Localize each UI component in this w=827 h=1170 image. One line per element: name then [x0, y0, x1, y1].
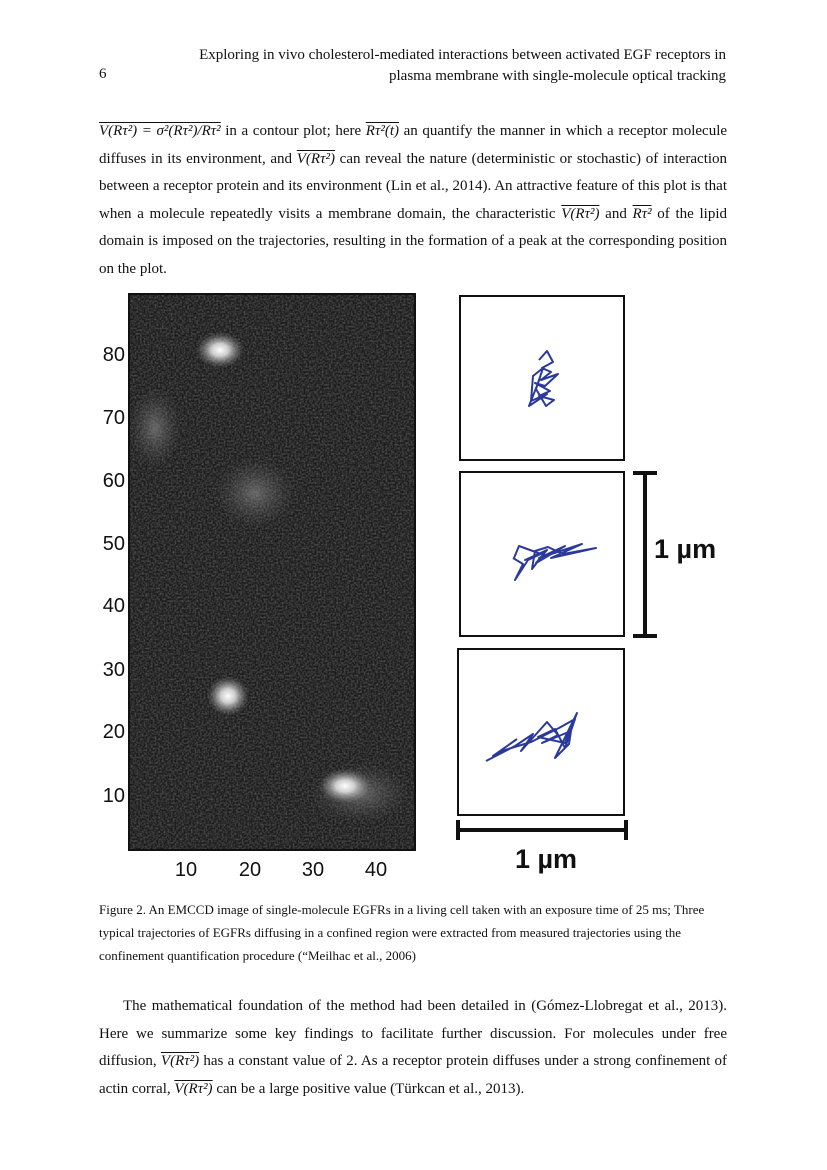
- running-head: [86, 45, 726, 87]
- trajectory-2: [513, 544, 596, 580]
- figure-caption: Figure 2. An EMCCD image of single-molecule EGFRs in a living cell taken with an exposure time of 25 ms; Three typical trajectories of EGFRs diffusing in a confined region were extracted from measured trajectories using the confinement quantification procedure (“Meilhac et al., 2006): [99, 902, 705, 963]
- para1-part1: in a contour plot; here: [225, 123, 362, 139]
- para1-part2: an quantify the manner in which a receptor molecule diffuses in its environment, and: [99, 123, 728, 167]
- x-tick-label: 20: [238, 859, 262, 881]
- para2-part2: has a constant value of 2. As a receptor protein diffuses under a strong confinement of actin corral,: [99, 1053, 728, 1097]
- math-r2-t: Rτ²(t): [365, 123, 399, 139]
- para1-part5: of the lipid domain is imposed on the trajectories, resulting in the formation of a peak at the corresponding position on the plot.: [99, 205, 727, 277]
- para2-part3: can be a large positive value (Türkcan et al., 2013).: [216, 1080, 525, 1097]
- y-tick-label: 70: [102, 407, 125, 429]
- y-tick-label: 50: [102, 533, 125, 555]
- y-tick-label: 40: [102, 595, 125, 617]
- running-title-line2: plasma membrane with single-molecule optical tracking: [389, 68, 726, 84]
- running-title-line1: Exploring in vivo cholesterol-mediated interactions between activated EGF receptors in: [199, 47, 726, 63]
- trajectory-3: [486, 713, 577, 761]
- trajectory-panel-3: [458, 649, 624, 815]
- body-paragraph-2: [99, 993, 727, 1103]
- y-tick-label: 20: [102, 721, 125, 743]
- y-tick-label: 80: [102, 344, 125, 366]
- emccd-spot: [319, 769, 371, 803]
- y-tick-label: 60: [102, 470, 125, 492]
- y-axis-ticks: [103, 344, 125, 807]
- math-v-r2: V(Rτ²): [561, 205, 600, 222]
- math-r2: Rτ²: [632, 205, 652, 222]
- x-tick-label: 10: [174, 859, 198, 881]
- body-paragraph-1: [99, 118, 727, 283]
- x-axis-ticks: [175, 859, 387, 881]
- y-tick-label: 10: [102, 785, 125, 807]
- page-number: 6: [99, 66, 107, 82]
- x-tick-label: 30: [301, 859, 325, 881]
- x-tick-label: 40: [364, 859, 388, 881]
- figure-graphic: [95, 288, 745, 888]
- trajectory-1: [529, 351, 558, 406]
- math-v-r2: V(Rτ²): [296, 150, 335, 167]
- emccd-spot: [207, 676, 249, 716]
- math-v-r2: V(Rτ²): [174, 1080, 213, 1097]
- scale-bar-horizontal: [458, 820, 626, 840]
- para2-part1: The mathematical foundation of the method had been detailed in (Gómez-Llobregat et al., 2013). Here we summarize some key findings to facilitate further discussion. For molecules under free diffusion,: [99, 998, 727, 1069]
- figure-2: [95, 288, 745, 888]
- emccd-spot: [196, 332, 244, 368]
- para1-part3: can reveal the nature (deterministic or stochastic) of interaction between a receptor protein and its environment (Lin et al., 2014). An attractive feature of this plot is that when a molecule repeatedly visits a membrane domain, the characteristic: [99, 150, 728, 222]
- math-variance-expression: V(Rτ²) = σ²(Rτ²)/Rτ²: [99, 123, 221, 139]
- y-tick-label: 30: [102, 659, 125, 681]
- scale-bar-horizontal-label: 1 µm: [514, 844, 578, 874]
- para1-part4: and: [605, 205, 627, 222]
- math-v-r2: V(Rτ²): [160, 1053, 200, 1069]
- scale-bar-vertical-label: 1 µm: [654, 534, 717, 564]
- emccd-image: [129, 294, 415, 850]
